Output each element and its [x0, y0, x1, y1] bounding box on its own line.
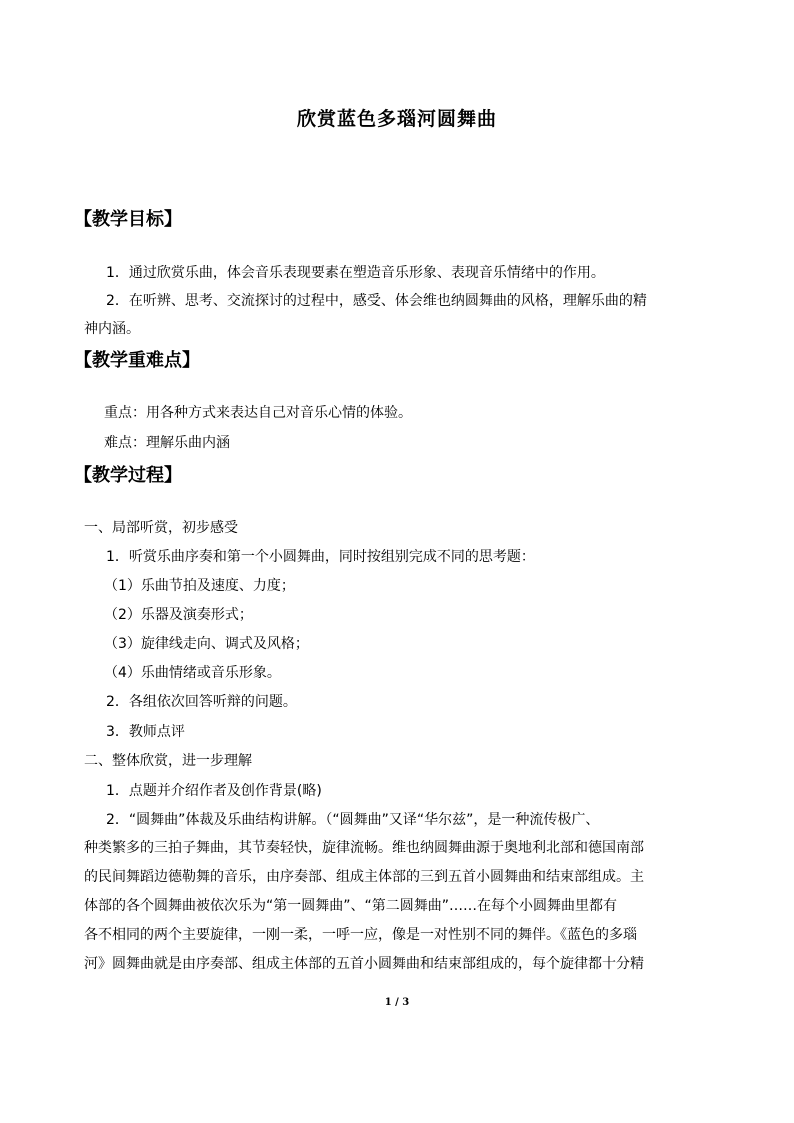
question-3: （3）旋律线走向、调式及风格；: [104, 636, 309, 652]
part2-step2-line-4: 体部的各个圆舞曲被依次乐为“第一圆舞曲”、“第二圆舞曲”……在每个小圆舞曲里都有: [84, 898, 618, 914]
part2-step2-line-6: 河》圆舞曲就是由序奏部、组成主体部的五首小圆舞曲和结束部组成的，每个旋律都十分精: [84, 956, 644, 972]
goal-item-2: 2．在听辨、思考、交流探讨的过程中，感受、体会维也纳圆舞曲的风格，理解乐曲的精: [106, 293, 647, 309]
heading-teaching-process: 【教学过程】: [74, 465, 182, 486]
question-2: （2）乐器及演奏形式；: [104, 607, 253, 623]
part1-title: 一、局部听赏，初步感受: [84, 520, 238, 536]
part2-step2-line-1: 2．“圆舞曲”体裁及乐曲结构讲解。（“圆舞曲”又译“华尔兹”，是一种流传极广、: [106, 812, 600, 828]
part2-step2-line-3: 的民间舞蹈边德勒舞的音乐，由序奏部、组成主体部的三到五首小圆舞曲和结束部组成。主: [84, 869, 644, 885]
difficulty-point: 难点：理解乐曲内涵: [104, 435, 230, 451]
focus-point: 重点：用各种方式来表达自己对音乐心情的体验。: [104, 405, 412, 421]
goal-item-2-continued: 神内涵。: [84, 321, 140, 337]
part1-step2: 2．各组依次回答听辩的问题。: [106, 694, 297, 710]
part2-title: 二、整体欣赏，进一步理解: [84, 753, 252, 769]
part2-step1: 1．点题并介绍作者及创作背景(略): [106, 783, 322, 799]
question-1: （1）乐曲节拍及速度、力度；: [104, 578, 295, 594]
part2-step2-line-2: 种类繁多的三拍子舞曲，其节奏轻快，旋律流畅。维也纳圆舞曲源于奥地利北部和德国南部: [84, 840, 644, 856]
part1-step1: 1．听赏乐曲序奏和第一个小圆舞曲，同时按组别完成不同的思考题：: [106, 549, 535, 565]
part1-step3: 3．教师点评: [106, 724, 185, 740]
heading-teaching-goals: 【教学目标】: [74, 209, 182, 230]
goal-item-1: 1．通过欣赏乐曲，体会音乐表现要素在塑造音乐形象、表现音乐情绪中的作用。: [106, 265, 605, 281]
heading-key-points: 【教学重难点】: [74, 350, 200, 371]
page-number: 1 / 3: [384, 997, 410, 1008]
question-4: （4）乐曲情绪或音乐形象。: [104, 665, 281, 681]
part2-step2-line-5: 各不相同的两个主要旋律，一刚一柔，一呼一应，像是一对性别不同的舞伴。《蓝色的多瑙: [84, 927, 637, 943]
document-title: 欣赏蓝色多瑙河圆舞曲: [296, 108, 497, 130]
